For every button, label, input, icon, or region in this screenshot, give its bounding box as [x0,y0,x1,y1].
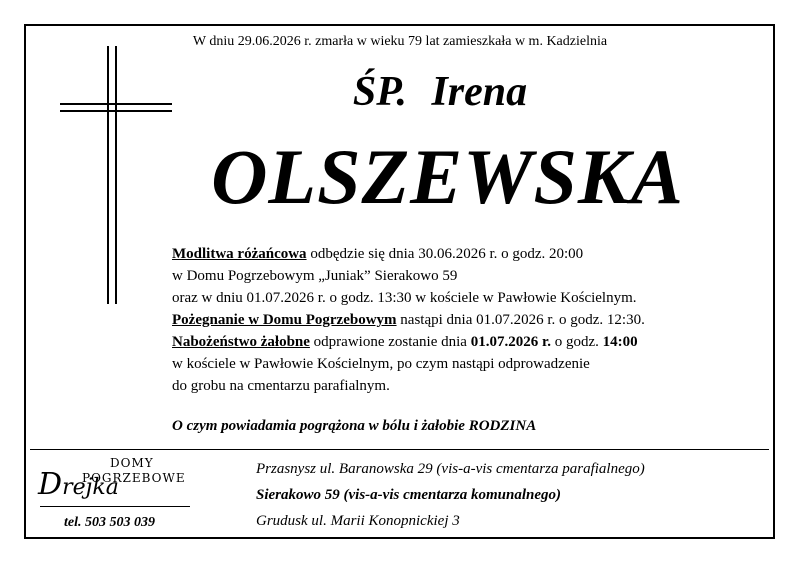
phone-number: tel. 503 503 039 [64,515,155,530]
mass-time-prefix: o godz. [550,334,603,350]
mass-line [172,331,752,353]
church-rosary-line: oraz w dniu 01.07.2026 r. o godz. 13:30 w kościele w Pawłowie Kościelnym. [172,290,637,306]
farewell-label: Pożegnanie w Domu Pogrzebowym [172,312,397,328]
logo-domy: DOMY [110,456,154,470]
church-line: w kościele w Pawłowie Kościelnym, po czym nastąpi odprowadzenie [172,356,590,372]
rosary-label: Modlitwa różańcowa [172,246,307,262]
rosary-line [172,243,752,265]
logo-brand [38,468,119,505]
funeral-home-logo [36,456,196,512]
deceased-first-name: ŚP. Irena [352,69,528,115]
funeral-home-line: w Domu Pogrzebowym „Juniak” Sierakowo 59 [172,268,458,284]
mass-date: 01.07.2026 r. [470,334,551,350]
mass-label: Nabożeństwo żałobne [172,334,310,350]
funeral-details [172,243,752,397]
address-przasnysz: Przasnysz ul. Baranowska 29 (vis-a-vis cmentarza parafialnego) [256,461,645,477]
address-grudusk: Grudusk ul. Marii Konopnickiej 3 [256,513,460,529]
farewell-line [172,309,752,331]
funeral-home-addresses [256,456,645,534]
cemetery-line: do grobu na cmentarzu parafialnym. [172,378,390,394]
mass-time: 14:00 [602,334,638,350]
address-sierakowo: Sierakowo 59 (vis-a-vis cmentarza komunalnego) [256,487,562,503]
footer-divider [30,449,769,450]
rosary-details: odbędzie się dnia 30.06.2026 r. o godz. 20:00 [306,246,584,262]
logo-underline [40,506,190,507]
logo-brand-rest: rejka [62,475,119,500]
deceased-last-name: OLSZEWSKA [211,133,684,220]
family-closing: O czym powiadamia pogrążona w bólu i żałobie RODZINA [172,418,537,434]
logo-brand-initial: D [38,467,63,502]
death-notice-header: W dniu 29.06.2026 r. zmarła w wieku 79 lat zamieszkała w m. Kadzielnia [192,34,608,49]
logo-pogrzebowe: POGRZEBOWE [82,471,186,485]
farewell-details: nastąpi dnia 01.07.2026 r. o godz. 12:30. [396,312,645,328]
mass-details: odprawione zostanie dnia [309,334,471,350]
